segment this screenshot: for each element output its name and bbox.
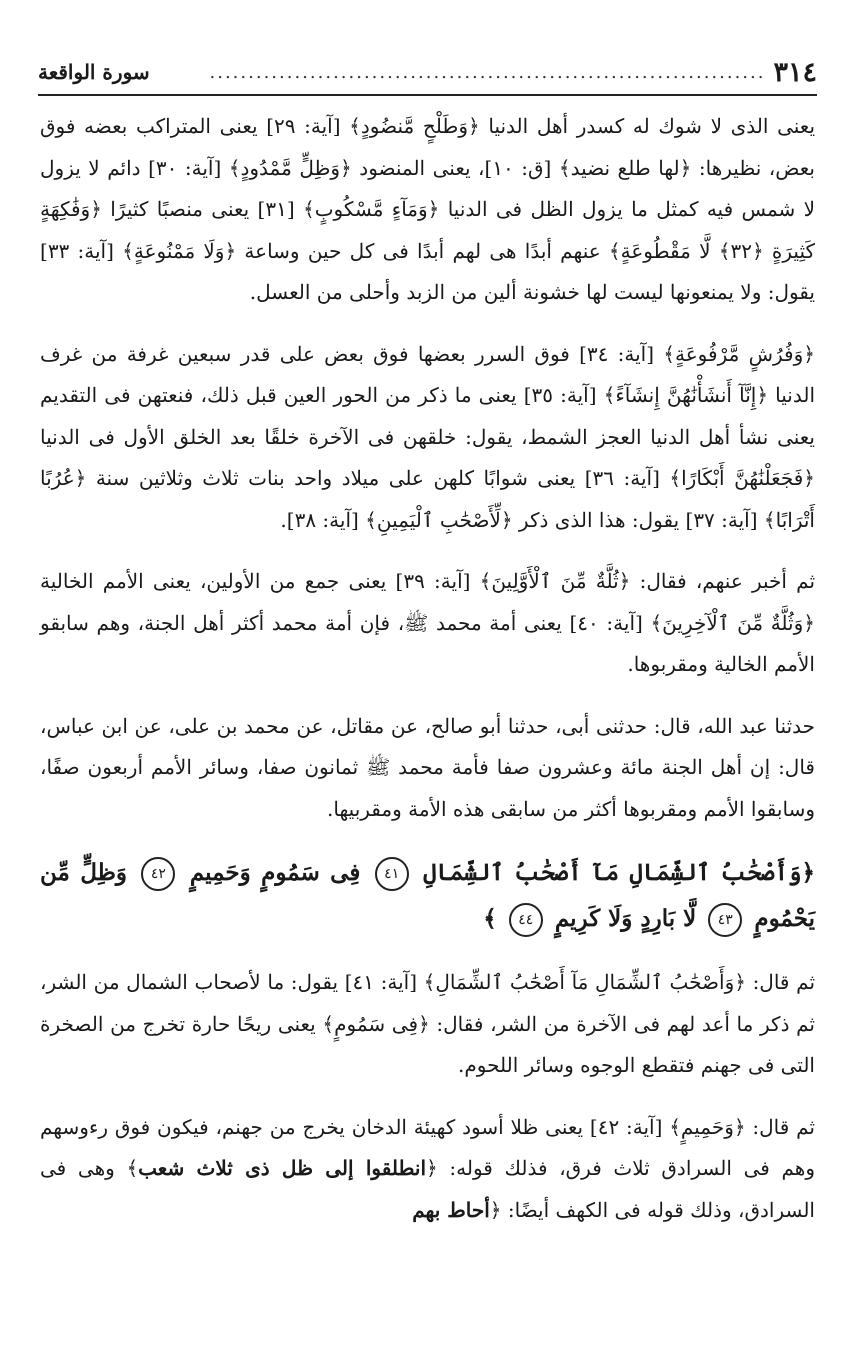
ayah-number-mark: ٤١ <box>375 857 409 891</box>
page-header <box>38 52 817 92</box>
page-number: ٣١٤ <box>773 56 817 88</box>
paragraph-1: يعنى الذى لا شوك له كسدر أهل الدنيا ﴿وَطَلْحٍ مَّنضُودٍ﴾ [آية: ٢٩] يعنى المتراكب بعضه فوق بعض، نظيرها: ﴿لها طلع نضيد﴾ [ق: ١٠]، يعنى المنضود ﴿وَظِلٍّ مَّمْدُودٍ﴾ [آية: ٣٠] دائم لا يزول لا شمس فيه كمثل ما يزول الظل فى الدنيا ﴿وَمَآءٍ مَّسْكُوبٍ﴾ [٣١] يعنى منصبًا كثيرًا ﴿وَفَٰكِهَةٍ كَثِيرَةٍ ﴿٣٢﴾ لَّا مَقْطُوعَةٍ﴾ عنهم أبدًا هى لهم أبدًا فى كل حين وساعة ﴿وَلَا مَمْنُوعَةٍ﴾ [آية: ٣٣] يقول: ولا يمنعونها ليست لها خشونة ألين من الزبد وأحلى من العسل. <box>40 114 816 304</box>
paragraph-5: ثم قال: ﴿وَأَصْحَٰبُ ٱلشِّمَالِ مَآ أَصْحَٰبُ ٱلشِّمَالِ﴾ [آية: ٤١] يقول: ما لأصحاب الشمال من الشر، ثم ذكر ما أعد لهم فى الآخرة من الشر، فقال: ﴿فِى سَمُومٍ﴾ يعنى ريحًا حارة تخرج من الصخرة التى فى جهنم فتقطع الوجوه وسائر اللحوم. <box>40 970 816 1077</box>
paragraph-6-text-b: ﴾ وهى فى السرادق، وذلك قوله فى الكهف أيضًا: ﴿ <box>40 1156 815 1222</box>
paragraph-6-text-a: ثم قال: ﴿وَحَمِيمٍ﴾ [آية: ٤٢] يعنى ظلا أسود كهيئة الدخان يخرج من جهنم، فيكون فوق رءوسهم وهم فى السرادق ثلاث فرق، فذلك قوله: ﴿ <box>40 1114 816 1180</box>
page-content <box>40 106 815 1251</box>
paragraph-2: ﴿وَفُرُشٍ مَّرْفُوعَةٍ﴾ [آية: ٣٤] فوق السرر بعضها فوق بعض على قدر سبعين غرفة من غرف الدنيا ﴿إِنَّآ أَنشَأْنَٰهُنَّ إِنشَآءً﴾ [آية: ٣٥] يعنى ما ذكر من الحور العين قبل ذلك، فنعتهن فى التقديم يعنى نشأ أهل الدنيا العجز الشمط، يقول: خلقهن فى الآخرة خلقًا بعد الخلق الأول فى الدنيا ﴿فَجَعَلْنَٰهُنَّ أَبْكَارًا﴾ [آية: ٣٦] يعنى شوابًا كلهن على ميلاد واحد بنات ثلاث وثلاثين سنة ﴿عُرُبًا أَتْرَابًا﴾ [آية: ٣٧] يقول: هذا الذى ذكر ﴿لِّأَصْحَٰبِ ٱلْيَمِينِ﴾ [آية: ٣٨]. <box>40 341 816 532</box>
paragraph-6-bold-quote-1: انطلقوا إلى ظل ذى ثلاث شعب <box>138 1156 427 1180</box>
paragraph-6-bold-quote-2: أحاط بهم <box>412 1197 490 1222</box>
quran-verse-block <box>40 850 815 942</box>
ayah-number-mark: ٤٣ <box>708 903 742 937</box>
ayah-number-mark: ٤٢ <box>141 857 175 891</box>
paragraph-4: حدثنا عبد الله، قال: حدثنى أبى، حدثنا أبو صالح، عن مقاتل، عن محمد بن على، عن ابن عباس، قال: إن أهل الجنة مائة وعشرون صفا فأمة محمد ﷺ ثمانون صفا، وسائر الأمم أربعون صفًا، وسابقوا الأمم ومقربوها أكثر من سابقى هذه الأمة ومقربيها. <box>40 713 815 821</box>
verse-text-3: وَظِلٍّ مِّن يَحْمُومٍ <box>40 859 815 932</box>
paragraph-6 <box>40 1107 815 1232</box>
verse-text-4: لَّا بَارِدٍ وَلَا كَرِيمٍ <box>554 905 697 932</box>
surah-title: سورة الواقعة <box>38 60 150 84</box>
header-leader-dots: ........................................................................ <box>209 61 766 83</box>
verse-text-1: ﴿وَأَصْحَٰبُ ٱلشِّمَالِ مَآ أَصْحَٰبُ ٱلشِّمَالِ <box>423 859 816 886</box>
ayah-number-mark: ٤٤ <box>509 903 543 937</box>
verse-text-2: فِى سَمُومٍ وَحَمِيمٍ <box>189 859 361 886</box>
paragraph-3: ثم أخبر عنهم، فقال: ﴿ثُلَّةٌ مِّنَ ٱلْأَوَّلِينَ﴾ [آية: ٣٩] يعنى جمع من الأولين، يعنى الأمم الخالية ﴿وَثُلَّةٌ مِّنَ ٱلْآخِرِينَ﴾ [آية: ٤٠] يعنى أمة محمد ﷺ، فإن أمة محمد أكثر أهل الجنة، وهم سابقو الأمم الخالية ومقربوها. <box>40 569 816 676</box>
verse-close-bracket: ﴾ <box>483 905 497 932</box>
header-rule <box>38 94 817 96</box>
